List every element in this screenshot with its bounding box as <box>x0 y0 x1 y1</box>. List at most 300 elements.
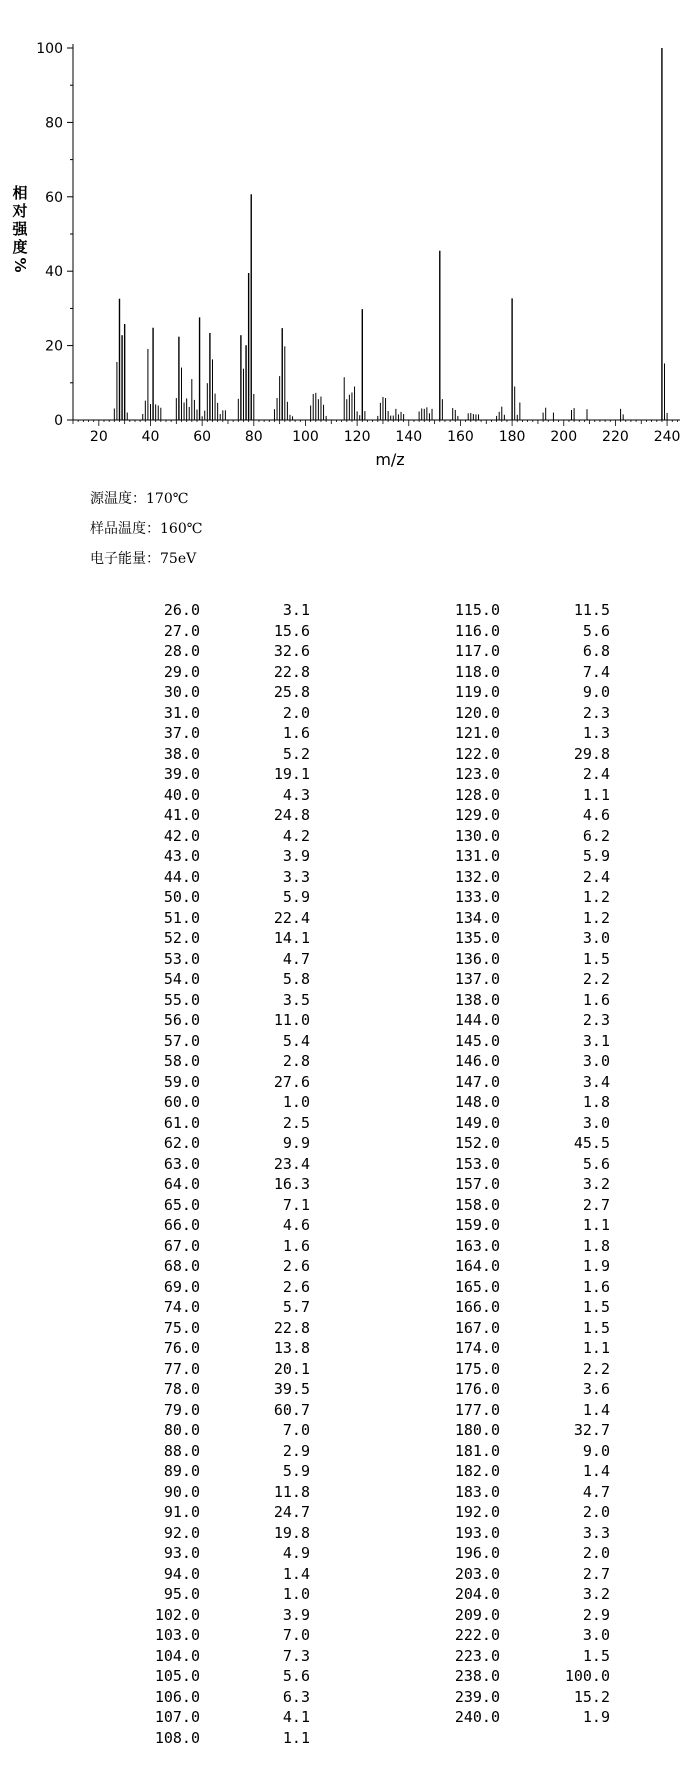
peak-row <box>410 1113 610 1134</box>
peak-row <box>410 1502 610 1523</box>
mz-value: 69.0 <box>163 1277 200 1296</box>
y-axis-label-char: 对 <box>12 202 28 220</box>
mz-value: 28.0 <box>163 642 200 660</box>
relative-intensity: 3.0 <box>582 929 610 947</box>
x-tick-label: 120 <box>343 429 371 445</box>
mz-value: 55.0 <box>163 990 200 1009</box>
peak-row <box>410 1195 610 1216</box>
mz-value: 66.0 <box>163 1216 200 1234</box>
mz-value: 38.0 <box>163 744 200 763</box>
mz-value: 51.0 <box>163 908 200 927</box>
peak-row <box>410 1523 610 1544</box>
relative-intensity: 2.2 <box>582 1359 610 1378</box>
relative-intensity: 24.7 <box>273 1503 310 1521</box>
relative-intensity: 2.8 <box>282 1052 310 1070</box>
relative-intensity: 1.1 <box>582 1339 610 1357</box>
mz-value: 107.0 <box>154 1708 200 1726</box>
relative-intensity: 1.4 <box>582 1462 610 1480</box>
peak-row <box>410 867 610 888</box>
peak-row <box>110 1318 310 1339</box>
relative-intensity: 1.2 <box>582 888 610 906</box>
mz-value: 203.0 <box>454 1564 500 1583</box>
peak-row <box>110 949 310 970</box>
relative-intensity: 3.9 <box>282 1605 310 1624</box>
relative-intensity: 5.7 <box>282 1298 310 1316</box>
relative-intensity: 3.9 <box>282 847 310 865</box>
mz-value: 209.0 <box>454 1605 500 1624</box>
peak-row <box>110 1379 310 1400</box>
peak-row <box>410 1687 610 1708</box>
relative-intensity: 2.2 <box>582 970 610 988</box>
peak-row <box>410 887 610 908</box>
relative-intensity: 2.0 <box>282 703 310 722</box>
relative-intensity: 14.1 <box>273 929 310 947</box>
relative-intensity: 1.8 <box>582 1236 610 1255</box>
peak-row <box>410 1461 610 1482</box>
peak-row <box>110 1236 310 1257</box>
relative-intensity: 1.1 <box>282 1728 310 1747</box>
peak-row <box>110 1687 310 1708</box>
relative-intensity: 24.8 <box>273 806 310 824</box>
relative-intensity: 7.0 <box>282 1626 310 1644</box>
mz-value: 92.0 <box>163 1523 200 1542</box>
peak-row <box>110 744 310 765</box>
peak-row <box>410 1133 610 1154</box>
peak-row <box>110 990 310 1011</box>
mz-value: 29.0 <box>163 662 200 681</box>
mz-value: 121.0 <box>454 724 500 742</box>
mz-value: 239.0 <box>454 1687 500 1706</box>
mz-value: 146.0 <box>454 1052 500 1070</box>
mz-value: 58.0 <box>163 1052 200 1070</box>
relative-intensity: 11.0 <box>273 1011 310 1029</box>
peak-row <box>410 682 610 703</box>
mz-value: 138.0 <box>454 990 500 1009</box>
relative-intensity: 1.6 <box>582 990 610 1009</box>
relative-intensity: 22.8 <box>273 1318 310 1337</box>
mz-value: 238.0 <box>454 1667 500 1685</box>
mz-value: 104.0 <box>154 1646 200 1665</box>
mz-value: 94.0 <box>163 1564 200 1583</box>
y-axis-label-char: 度 <box>12 238 28 256</box>
relative-intensity: 2.4 <box>582 765 610 783</box>
relative-intensity: 1.6 <box>282 724 310 742</box>
source-temperature: 源温度：170℃ <box>90 491 189 507</box>
mz-value: 204.0 <box>454 1585 500 1603</box>
peak-row <box>410 662 610 683</box>
peak-row <box>410 1215 610 1236</box>
mz-value: 166.0 <box>454 1298 500 1316</box>
relative-intensity: 1.9 <box>582 1708 610 1726</box>
mz-value: 44.0 <box>163 867 200 886</box>
peak-row <box>110 1154 310 1175</box>
peak-row <box>410 1277 610 1298</box>
relative-intensity: 11.5 <box>573 601 610 619</box>
mz-value: 61.0 <box>163 1113 200 1132</box>
mz-value: 117.0 <box>454 642 500 660</box>
peak-row <box>410 1400 610 1421</box>
peak-row <box>110 1584 310 1605</box>
relative-intensity: 4.1 <box>282 1708 310 1726</box>
relative-intensity: 4.7 <box>282 949 310 968</box>
relative-intensity: 3.2 <box>582 1585 610 1603</box>
relative-intensity: 5.6 <box>582 621 610 640</box>
mz-value: 108.0 <box>154 1728 200 1747</box>
mz-value: 159.0 <box>454 1216 500 1234</box>
relative-intensity: 15.6 <box>273 621 310 640</box>
mz-value: 135.0 <box>454 929 500 947</box>
mz-value: 182.0 <box>454 1462 500 1480</box>
relative-intensity: 4.6 <box>282 1216 310 1234</box>
peak-row <box>110 1174 310 1195</box>
peak-row <box>110 764 310 785</box>
mz-value: 163.0 <box>454 1236 500 1255</box>
y-tick-label: 80 <box>45 115 63 132</box>
mz-value: 157.0 <box>454 1175 500 1193</box>
peak-row <box>110 662 310 683</box>
peak-row <box>110 1031 310 1052</box>
mz-value: 147.0 <box>454 1072 500 1091</box>
mz-value: 164.0 <box>454 1257 500 1275</box>
peak-row <box>410 1707 610 1728</box>
mz-value: 192.0 <box>454 1503 500 1521</box>
relative-intensity: 3.3 <box>282 867 310 886</box>
peak-row <box>410 928 610 949</box>
peak-row <box>110 1400 310 1421</box>
peak-row <box>110 1195 310 1216</box>
relative-intensity: 4.6 <box>582 806 610 824</box>
mz-value: 50.0 <box>163 888 200 906</box>
mz-value: 134.0 <box>454 908 500 927</box>
mz-value: 64.0 <box>163 1175 200 1193</box>
mz-value: 26.0 <box>163 601 200 619</box>
peak-row <box>410 1051 610 1072</box>
peak-row <box>410 785 610 806</box>
relative-intensity: 9.9 <box>282 1134 310 1152</box>
peak-row <box>410 1359 610 1380</box>
peak-row <box>110 621 310 642</box>
relative-intensity: 5.6 <box>582 1154 610 1173</box>
y-tick-label: 20 <box>45 338 63 355</box>
peak-row <box>410 1482 610 1503</box>
mz-value: 75.0 <box>163 1318 200 1337</box>
mz-value: 31.0 <box>163 703 200 722</box>
peak-row <box>110 887 310 908</box>
relative-intensity: 5.2 <box>282 744 310 763</box>
relative-intensity: 20.1 <box>273 1359 310 1378</box>
peak-row <box>110 1051 310 1072</box>
mz-value: 41.0 <box>163 806 200 824</box>
peak-row <box>410 1441 610 1462</box>
relative-intensity: 2.5 <box>282 1113 310 1132</box>
peak-row <box>110 1625 310 1646</box>
relative-intensity: 23.4 <box>273 1154 310 1173</box>
mz-value: 30.0 <box>163 683 200 701</box>
x-tick-label: 160 <box>447 429 474 445</box>
peak-row <box>410 1338 610 1359</box>
relative-intensity: 11.8 <box>273 1482 310 1501</box>
relative-intensity: 1.5 <box>582 949 610 968</box>
mz-value: 183.0 <box>454 1482 500 1501</box>
mz-value: 40.0 <box>163 785 200 804</box>
y-tick-label: 60 <box>45 189 63 206</box>
relative-intensity: 5.8 <box>282 970 310 988</box>
relative-intensity: 2.7 <box>582 1195 610 1214</box>
mz-value: 95.0 <box>163 1585 200 1603</box>
peak-row <box>410 969 610 990</box>
spectrum-bars <box>114 48 667 420</box>
mz-value: 54.0 <box>163 970 200 988</box>
y-tick-label: 40 <box>45 264 63 281</box>
mz-value: 176.0 <box>454 1380 500 1398</box>
peak-row <box>110 1256 310 1277</box>
relative-intensity: 3.3 <box>582 1523 610 1542</box>
mz-value: 130.0 <box>454 826 500 845</box>
peak-row <box>410 621 610 642</box>
mz-value: 123.0 <box>454 765 500 783</box>
relative-intensity: 4.7 <box>582 1482 610 1501</box>
mz-value: 222.0 <box>454 1626 500 1644</box>
relative-intensity: 15.2 <box>573 1687 610 1706</box>
peak-row <box>410 1154 610 1175</box>
mz-value: 93.0 <box>163 1544 200 1562</box>
relative-intensity: 2.6 <box>282 1277 310 1296</box>
relative-intensity: 4.2 <box>282 826 310 845</box>
peak-row <box>410 1010 610 1031</box>
relative-intensity: 1.0 <box>282 1093 310 1111</box>
relative-intensity: 7.0 <box>282 1421 310 1439</box>
mz-value: 131.0 <box>454 847 500 865</box>
mz-value: 193.0 <box>454 1523 500 1542</box>
mz-value: 133.0 <box>454 888 500 906</box>
mz-value: 53.0 <box>163 949 200 968</box>
peak-row <box>110 1605 310 1626</box>
peak-row <box>110 1523 310 1544</box>
mz-value: 52.0 <box>163 929 200 947</box>
mz-value: 88.0 <box>163 1441 200 1460</box>
mz-value: 118.0 <box>454 662 500 681</box>
measurement-conditions <box>90 488 202 578</box>
peak-row <box>410 1256 610 1277</box>
mz-value: 137.0 <box>454 970 500 988</box>
peak-row <box>110 969 310 990</box>
relative-intensity: 2.3 <box>582 1011 610 1029</box>
mz-value: 152.0 <box>454 1134 500 1152</box>
relative-intensity: 19.8 <box>273 1523 310 1542</box>
relative-intensity: 7.4 <box>582 662 610 681</box>
relative-intensity: 4.9 <box>282 1544 310 1562</box>
peak-row <box>110 1133 310 1154</box>
relative-intensity: 7.3 <box>282 1646 310 1665</box>
relative-intensity: 3.0 <box>582 1113 610 1132</box>
x-tick-label: 240 <box>653 429 681 445</box>
mz-value: 57.0 <box>163 1031 200 1050</box>
relative-intensity: 3.6 <box>582 1380 610 1398</box>
peak-row <box>410 600 610 621</box>
x-tick-label: 40 <box>141 429 160 445</box>
relative-intensity: 5.4 <box>282 1031 310 1050</box>
relative-intensity: 7.1 <box>282 1195 310 1214</box>
x-axis-label: m/z <box>375 450 405 469</box>
peak-row <box>110 908 310 929</box>
relative-intensity: 2.0 <box>582 1503 610 1521</box>
mz-value: 177.0 <box>454 1400 500 1419</box>
relative-intensity: 6.8 <box>582 642 610 660</box>
peak-row <box>110 1277 310 1298</box>
peak-row <box>110 1728 310 1749</box>
mz-value: 74.0 <box>163 1298 200 1316</box>
relative-intensity: 4.3 <box>282 785 310 804</box>
peak-row <box>410 723 610 744</box>
peak-row <box>410 1584 610 1605</box>
x-tick-label: 60 <box>193 429 212 445</box>
mz-value: 196.0 <box>454 1544 500 1562</box>
peak-row <box>410 1031 610 1052</box>
relative-intensity: 1.8 <box>582 1093 610 1111</box>
peak-row <box>110 641 310 662</box>
relative-intensity: 9.0 <box>582 1441 610 1460</box>
relative-intensity: 2.9 <box>582 1605 610 1624</box>
relative-intensity: 1.5 <box>582 1646 610 1665</box>
mz-value: 65.0 <box>163 1195 200 1214</box>
y-axis-label-char: % <box>11 257 29 273</box>
x-tick-label: 180 <box>498 429 526 445</box>
mz-value: 240.0 <box>454 1708 500 1726</box>
peak-row <box>410 1092 610 1113</box>
peak-row <box>410 1543 610 1564</box>
peak-row <box>410 703 610 724</box>
mz-value: 132.0 <box>454 867 500 886</box>
relative-intensity: 1.6 <box>282 1236 310 1255</box>
mz-value: 106.0 <box>154 1687 200 1706</box>
relative-intensity: 100.0 <box>564 1667 610 1685</box>
y-axis-label <box>11 184 29 273</box>
mz-value: 27.0 <box>163 621 200 640</box>
peak-row <box>410 949 610 970</box>
relative-intensity: 32.7 <box>573 1421 610 1439</box>
relative-intensity: 1.4 <box>582 1400 610 1419</box>
relative-intensity: 25.8 <box>273 683 310 701</box>
relative-intensity: 16.3 <box>273 1175 310 1193</box>
relative-intensity: 9.0 <box>582 683 610 701</box>
mz-value: 119.0 <box>454 683 500 701</box>
relative-intensity: 6.2 <box>582 826 610 845</box>
mz-value: 89.0 <box>163 1462 200 1480</box>
peak-row <box>110 1543 310 1564</box>
peak-row <box>410 1420 610 1441</box>
peak-row <box>110 1441 310 1462</box>
relative-intensity: 1.5 <box>582 1318 610 1337</box>
relative-intensity: 2.4 <box>582 867 610 886</box>
relative-intensity: 1.0 <box>282 1585 310 1603</box>
x-tick-label: 20 <box>89 429 108 445</box>
peak-row <box>110 1482 310 1503</box>
mz-value: 136.0 <box>454 949 500 968</box>
relative-intensity: 3.4 <box>582 1072 610 1091</box>
mz-value: 145.0 <box>454 1031 500 1050</box>
mz-value: 128.0 <box>454 785 500 804</box>
relative-intensity: 2.3 <box>582 703 610 722</box>
peak-row <box>110 1461 310 1482</box>
axes <box>36 41 680 445</box>
peak-row <box>110 1092 310 1113</box>
peak-row <box>410 1646 610 1667</box>
peak-row <box>110 703 310 724</box>
mz-value: 37.0 <box>163 724 200 742</box>
relative-intensity: 1.6 <box>582 1277 610 1296</box>
mz-value: 76.0 <box>163 1339 200 1357</box>
relative-intensity: 1.9 <box>582 1257 610 1275</box>
peak-row <box>110 1666 310 1687</box>
peak-row <box>110 1010 310 1031</box>
relative-intensity: 2.9 <box>282 1441 310 1460</box>
relative-intensity: 5.9 <box>282 1462 310 1480</box>
peak-row <box>110 785 310 806</box>
peak-table-left <box>110 600 310 1748</box>
peak-row <box>410 1174 610 1195</box>
peak-row <box>110 1646 310 1667</box>
mz-value: 103.0 <box>154 1626 200 1644</box>
peak-row <box>410 908 610 929</box>
relative-intensity: 1.5 <box>582 1298 610 1316</box>
relative-intensity: 22.8 <box>273 662 310 681</box>
relative-intensity: 60.7 <box>273 1400 310 1419</box>
relative-intensity: 39.5 <box>273 1380 310 1398</box>
mz-value: 91.0 <box>163 1503 200 1521</box>
mz-value: 62.0 <box>163 1134 200 1152</box>
mz-value: 167.0 <box>454 1318 500 1337</box>
relative-intensity: 5.6 <box>282 1667 310 1685</box>
mz-value: 129.0 <box>454 806 500 824</box>
peak-row <box>110 1564 310 1585</box>
mz-value: 174.0 <box>454 1339 500 1357</box>
peak-row <box>110 928 310 949</box>
peak-row <box>110 867 310 888</box>
relative-intensity: 45.5 <box>573 1134 610 1152</box>
peak-row <box>110 846 310 867</box>
peak-row <box>410 1605 610 1626</box>
relative-intensity: 6.3 <box>282 1687 310 1706</box>
mz-value: 78.0 <box>163 1380 200 1398</box>
mz-value: 115.0 <box>454 601 500 619</box>
peak-row <box>110 682 310 703</box>
mz-value: 165.0 <box>454 1277 500 1296</box>
mz-value: 39.0 <box>163 765 200 783</box>
peak-row <box>410 1297 610 1318</box>
mz-value: 43.0 <box>163 847 200 865</box>
peak-row <box>110 1420 310 1441</box>
peak-row <box>410 641 610 662</box>
x-tick-label: 200 <box>550 429 578 445</box>
y-tick-label: 0 <box>54 413 63 429</box>
peak-row <box>410 1379 610 1400</box>
peak-row <box>410 846 610 867</box>
peak-row <box>110 1502 310 1523</box>
relative-intensity: 32.6 <box>273 642 310 660</box>
relative-intensity: 19.1 <box>273 765 310 783</box>
peak-row <box>110 826 310 847</box>
relative-intensity: 5.9 <box>582 847 610 865</box>
mz-value: 153.0 <box>454 1154 500 1173</box>
relative-intensity: 22.4 <box>273 908 310 927</box>
x-tick-label: 140 <box>395 429 423 445</box>
relative-intensity: 2.0 <box>582 1544 610 1562</box>
peak-row <box>410 1666 610 1687</box>
mz-value: 63.0 <box>163 1154 200 1173</box>
mz-value: 180.0 <box>454 1421 500 1439</box>
peak-row <box>410 805 610 826</box>
peak-row <box>410 1564 610 1585</box>
